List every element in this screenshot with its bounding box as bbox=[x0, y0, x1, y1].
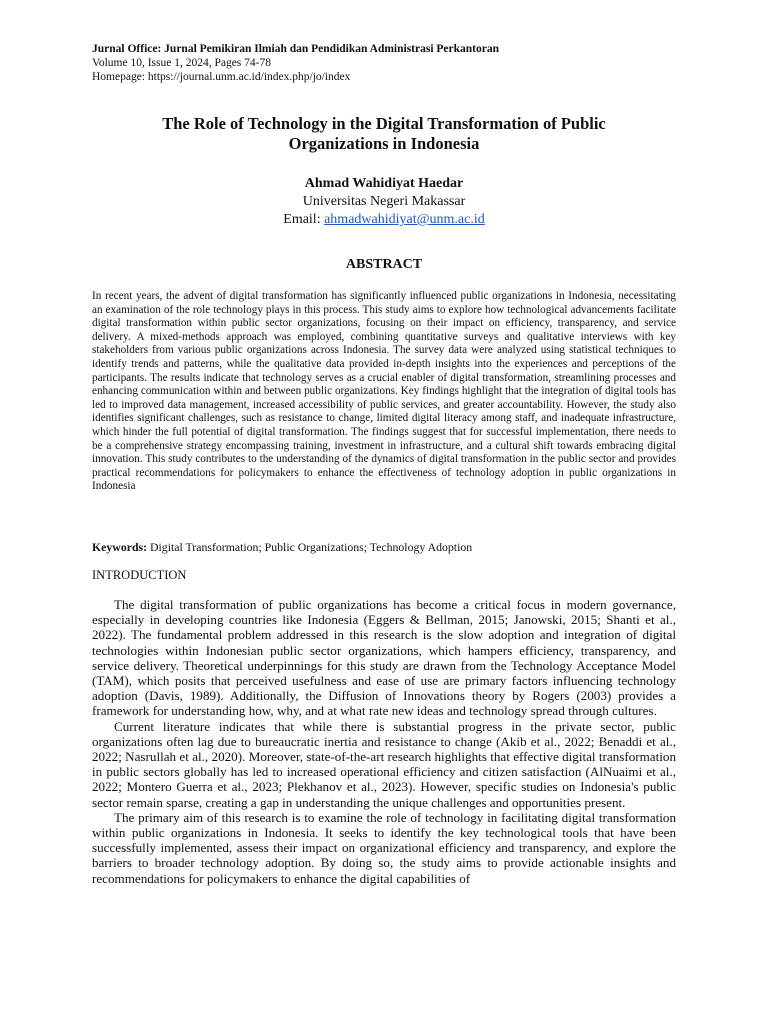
journal-homepage: Homepage: https://journal.unm.ac.id/index.php/jo/index bbox=[92, 71, 351, 83]
intro-paragraph-1: The digital transformation of public organizations has become a critical focus in modern governance, especially in developing countries like Indonesia (Eggers & Bellman, 2015; Janowski, 2015; Shanti et al., 2022). The fundamental problem addressed in this research is the slow adoption and integration of digital technologies within Indonesian public sector organizations, which hampers efficiency, transparency, and service delivery. Theoretical underpinnings for this study are drawn from the Technology Acceptance Model (TAM), which posits that perceived usefulness and ease of use are primary factors influencing technology adoption (Davis, 1989). Additionally, the Diffusion of Innovations theory by Rogers (2003) provides a framework for understanding how, why, and at what rate new ideas and technology spread through cultures. bbox=[92, 597, 676, 719]
keywords-label: Keywords: bbox=[92, 540, 148, 554]
author-name: Ahmad Wahidiyat Haedar bbox=[304, 176, 464, 191]
paper-title bbox=[92, 114, 676, 154]
abstract-heading: ABSTRACT bbox=[345, 257, 423, 272]
abstract-body: In recent years, the advent of digital transformation has significantly influenced public organizations in Indonesia, necessitating an examination of the role technology plays in this process. This study aims to explore how technological advancements facilitate digital transformation within public sector organizations, focusing on their impact on efficiency, transparency, and service delivery. A mixed-methods approach was employed, combining quantitative surveys and qualitative interviews with key stakeholders from various public organizations across Indonesia. The survey data were analyzed using statistical techniques to identify trends and patterns, while the qualitative data provided in-depth insights into the experiences and perceptions of the participants. The results indicate that technology serves as a crucial enabler of digital transformation, streamlining processes and enhancing communication within and between public organizations. Key findings highlight that the integration of digital tools has led to improved data management, increased accessibility of public services, and greater accountability. However, the study also identifies significant challenges, such as resistance to change, limited digital literacy among staff, and inadequate infrastructure, which hinder the full potential of digital transformation. The findings suggest that for successful implementation, there needs to be a comprehensive strategy encompassing training, investment in infrastructure, and a cultural shift towards embracing digital innovation. This study contributes to the understanding of the dynamics of digital transformation in the public sector and provides practical recommendations for policymakers to enhance the effectiveness of technology adoption in public organizations in Indonesia bbox=[92, 290, 676, 493]
introduction-body bbox=[92, 597, 676, 886]
journal-name: Jurnal Office: Jurnal Pemikiran Ilmiah dan Pendidikan Administrasi Perkantoran bbox=[92, 43, 500, 55]
journal-volume: Volume 10, Issue 1, 2024, Pages 74-78 bbox=[92, 57, 271, 69]
keywords-value: Digital Transformation; Public Organizations; Technology Adoption bbox=[147, 540, 473, 554]
keywords-line bbox=[92, 540, 676, 554]
introduction-heading: INTRODUCTION bbox=[92, 568, 187, 582]
email-label: Email: bbox=[283, 212, 325, 227]
author-affiliation: Universitas Negeri Makassar bbox=[302, 194, 466, 209]
intro-paragraph-3: The primary aim of this research is to examine the role of technology in facilitating digital transformation within public organizations in Indonesia. It seeks to identify the key technological tools that have been successfully implemented, assess their impact on organizational efficiency and transparency, and explore the barriers to broader technology adoption. By doing so, the study aims to provide actionable insights and recommendations for policymakers to enhance the digital capabilities of bbox=[92, 809, 676, 886]
paper-title-line-2: Organizations in Indonesia bbox=[288, 134, 480, 153]
author-email-line bbox=[92, 211, 676, 229]
author-block bbox=[92, 175, 676, 229]
journal-header bbox=[92, 42, 499, 84]
intro-paragraph-2: Current literature indicates that while there is substantial progress in the private sector, public organizations often lag due to bureaucratic inertia and resistance to change (Akib et al., 2022; Benaddi et al., 2022; Nasrullah et al., 2020). Moreover, state-of-the-art research highlights that effective digital transformation in public sectors globally has led to increased operational efficiency and citizen satisfaction (AlNuaimi et al., 2022; Montero Guerra et al., 2023; Plekhanov et al., 2023). However, specific studies on Indonesia's public sector remain sparse, creating a gap in understanding the unique challenges and opportunities present. bbox=[92, 718, 676, 810]
paper-title-line-1: The Role of Technology in the Digital Transformation of Public bbox=[162, 114, 606, 133]
email-link[interactable]: ahmadwahidiyat@unm.ac.id bbox=[324, 212, 485, 227]
